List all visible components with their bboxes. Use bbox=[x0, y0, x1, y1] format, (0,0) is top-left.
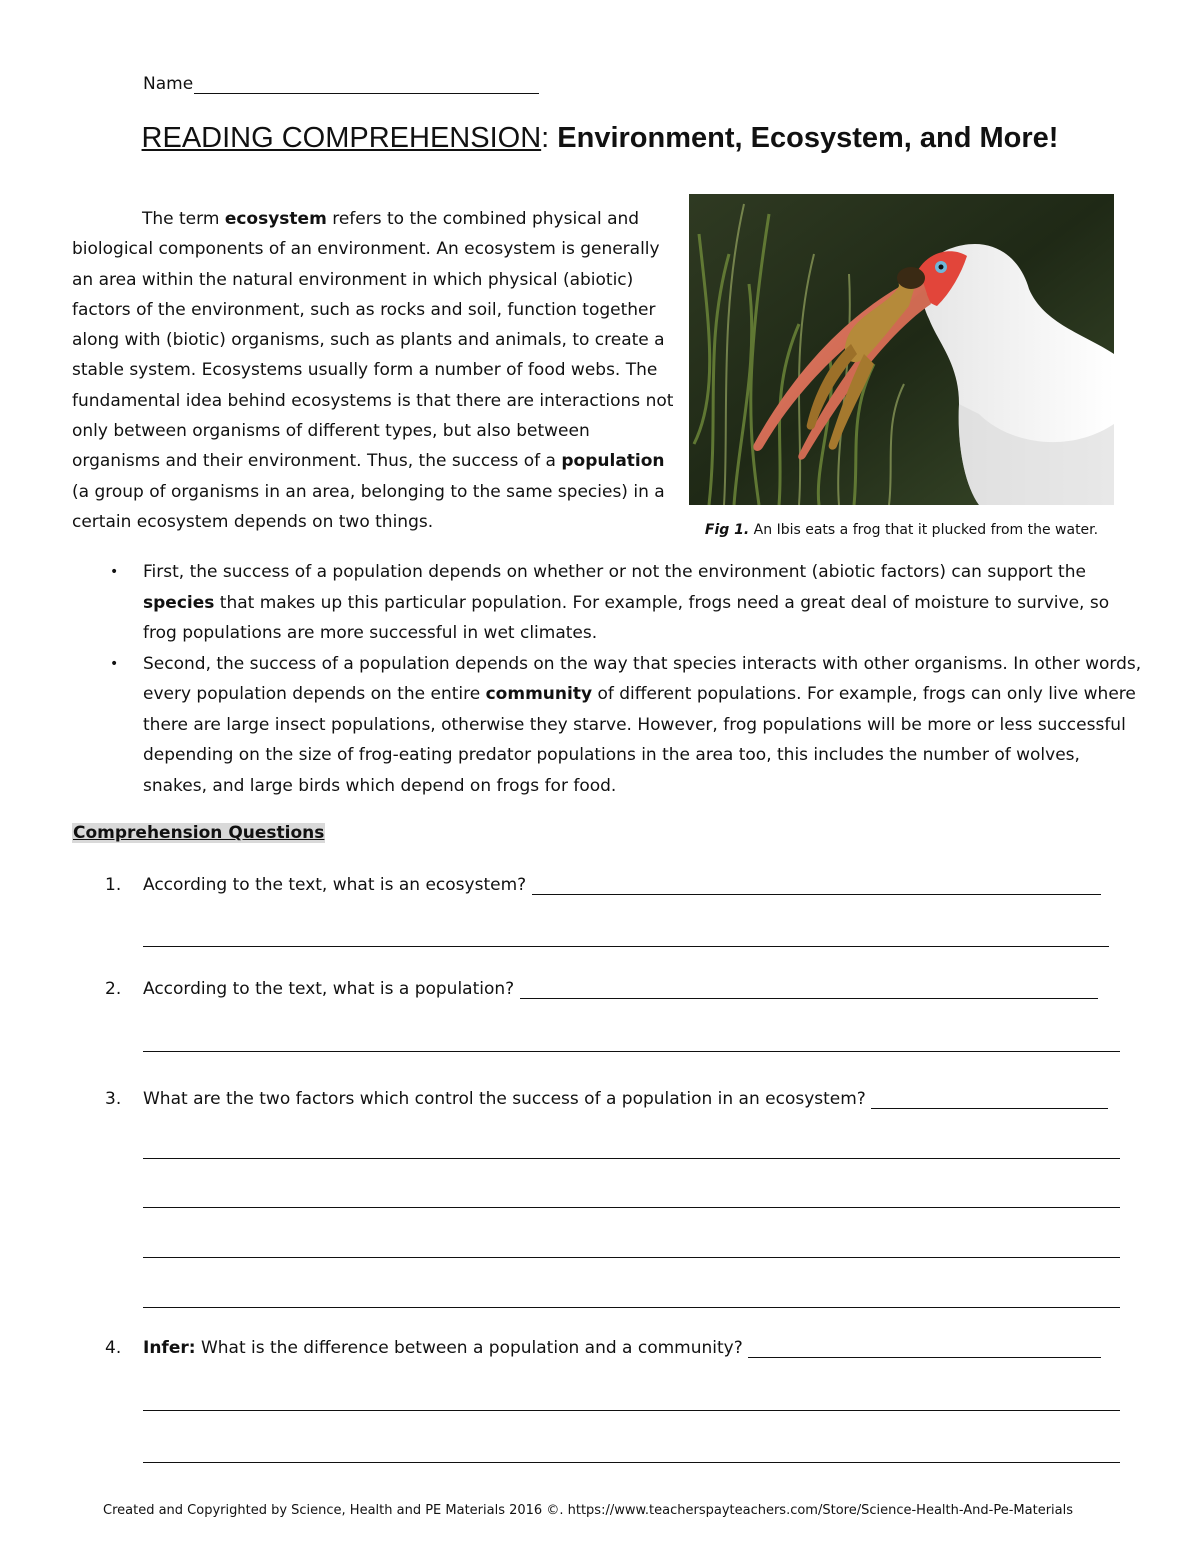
question-2-text: According to the text, what is a population? bbox=[143, 979, 515, 999]
question-3-text: What are the two factors which control the success of a population in an ecosystem? bbox=[143, 1089, 866, 1109]
answer-3-line[interactable] bbox=[143, 1158, 1120, 1159]
intro-term-population: population bbox=[561, 451, 665, 472]
question-4 bbox=[105, 1338, 1101, 1358]
question-2 bbox=[105, 979, 1098, 999]
name-label: Name bbox=[143, 74, 194, 94]
answer-4-blank[interactable] bbox=[748, 1339, 1101, 1358]
intro-text-3: (a group of organisms in an area, belonging to the same species) in a certain ecosystem depends on two things. bbox=[72, 481, 665, 532]
name-field-row bbox=[143, 74, 539, 94]
figure-label: Fig 1. bbox=[704, 522, 750, 538]
questions-heading: Comprehension Questions bbox=[73, 823, 325, 843]
page-title bbox=[0, 122, 1200, 155]
bullet-item bbox=[72, 649, 1142, 802]
title-bold: Environment, Ecosystem, and More! bbox=[557, 122, 1059, 154]
answer-3-line[interactable] bbox=[143, 1207, 1120, 1208]
name-blank[interactable] bbox=[194, 75, 539, 94]
answer-2-blank[interactable] bbox=[520, 980, 1098, 999]
intro-text-2: refers to the combined physical and biological components of an environment. An ecosystem is generally an area within the natural environment in which physical (abiotic) factors of the environment, such as rocks and soil, function together along with (biotic) organisms, such as plants and animals, to create a stable system. Ecosystems usually form a number of food webs. The fundamental idea behind ecosystems is that there are interactions not only between organisms of different types, but also between organisms and their environment. Thus, the success of a bbox=[72, 209, 674, 472]
answer-3-line[interactable] bbox=[143, 1257, 1120, 1258]
answer-4-line[interactable] bbox=[143, 1410, 1120, 1411]
title-separator: : bbox=[541, 122, 558, 154]
question-3-number: 3. bbox=[105, 1089, 122, 1109]
question-2-number: 2. bbox=[105, 979, 122, 999]
answer-1-line[interactable] bbox=[143, 946, 1109, 947]
answer-3-blank[interactable] bbox=[871, 1090, 1108, 1109]
bullet-2-text-post: of different populations. For example, frogs can only live where there are large insect populations, otherwise they starve. However, frog populations will be more or less successful depending on the size of frog-eating predator populations in the area too, this includes the number of wolves, snakes, and large birds which depend on frogs for food. bbox=[143, 684, 1136, 796]
answer-3-line[interactable] bbox=[143, 1307, 1120, 1308]
bullet-icon: • bbox=[110, 564, 119, 580]
intro-text-1: The term bbox=[142, 209, 225, 229]
intro-term-ecosystem: ecosystem bbox=[224, 209, 327, 229]
question-1 bbox=[105, 875, 1101, 895]
intro-paragraph bbox=[72, 204, 677, 537]
bullet-item bbox=[72, 557, 1142, 649]
bullet-icon: • bbox=[110, 655, 119, 672]
question-4-prefix: Infer: bbox=[143, 1338, 196, 1358]
answer-2-line[interactable] bbox=[143, 1051, 1120, 1052]
question-1-text: According to the text, what is an ecosystem? bbox=[143, 875, 527, 895]
question-1-number: 1. bbox=[105, 875, 122, 895]
question-4-text: What is the difference between a population and a community? bbox=[195, 1338, 743, 1358]
answer-4-line[interactable] bbox=[143, 1462, 1120, 1463]
title-underlined: READING COMPREHENSION bbox=[141, 122, 542, 154]
bullet-1-text-post: that makes up this particular population. For example, frogs need a great deal of moisture to survive, so frog populations are more successful in wet climates. bbox=[143, 592, 1110, 643]
ibis-photo bbox=[689, 194, 1114, 505]
question-4-number: 4. bbox=[105, 1338, 122, 1358]
figure-caption bbox=[689, 522, 1114, 538]
bullet-list bbox=[72, 557, 1142, 801]
copyright-footer: Created and Copyrighted by Science, Health and PE Materials 2016 ©. https://www.teacherspayteachers.com/Store/Science-Health-And-Pe-Materials bbox=[103, 1503, 1073, 1518]
bullet-2-text-pre: Second, the success of a population depends on the way that species interacts with other organisms. In other words, every population depends on the entire bbox=[143, 653, 1142, 704]
question-3 bbox=[105, 1089, 1108, 1109]
bullet-1-term: species bbox=[143, 592, 215, 613]
figure-caption-text: An Ibis eats a frog that it plucked from the water. bbox=[749, 522, 1099, 538]
bullet-1-text-pre: First, the success of a population depends on whether or not the environment (abiotic factors) can support the bbox=[143, 562, 1086, 582]
answer-1-blank[interactable] bbox=[532, 876, 1101, 895]
bullet-2-term: community bbox=[485, 684, 593, 704]
